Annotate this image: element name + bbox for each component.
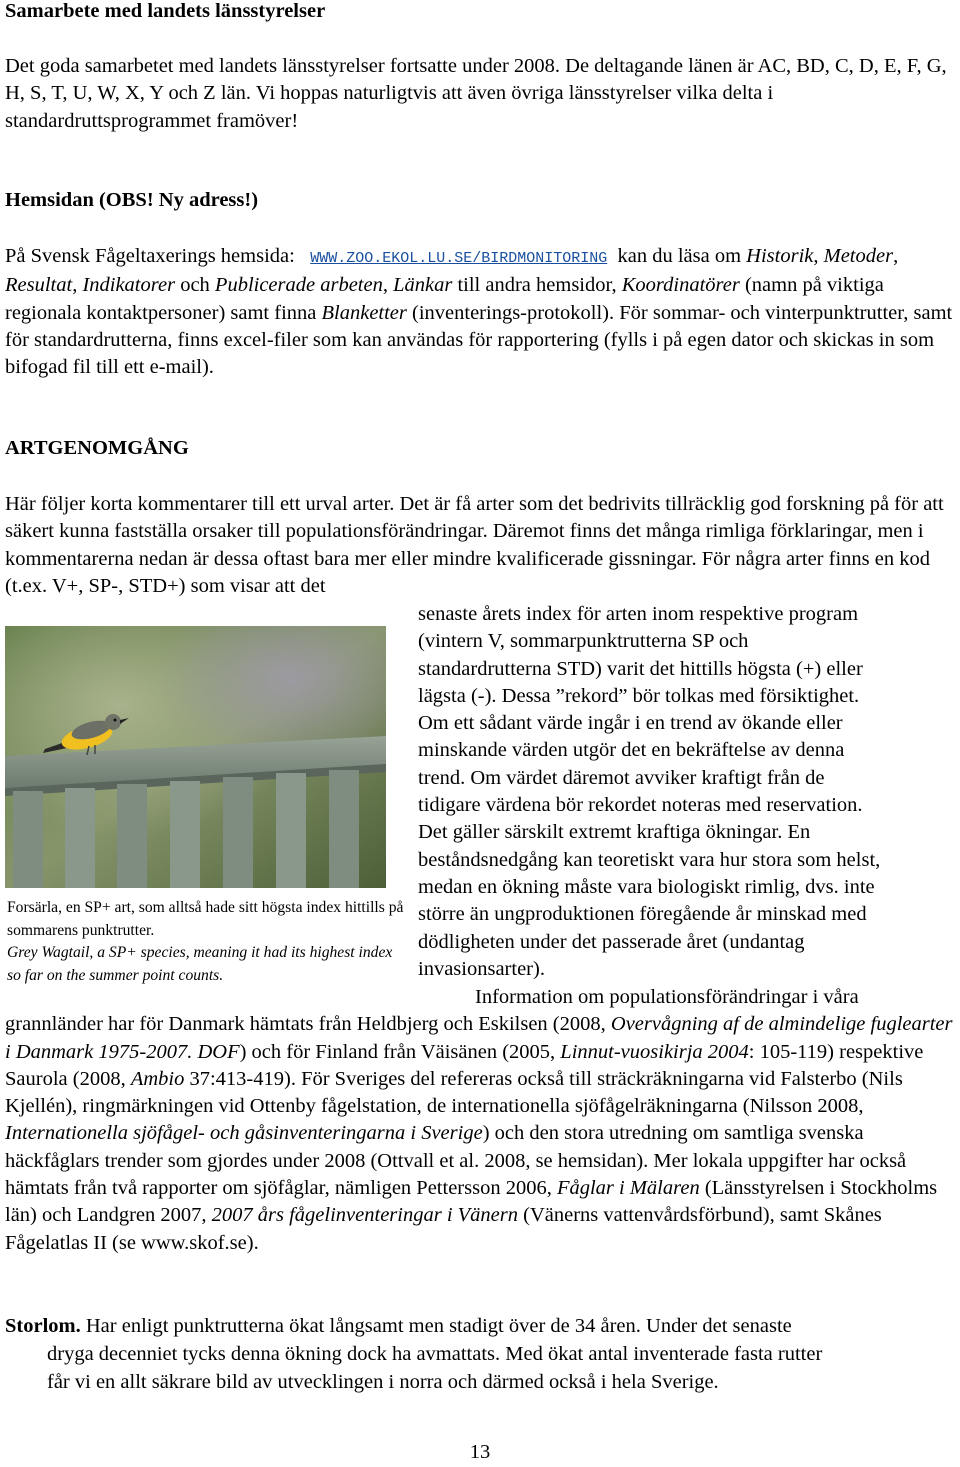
wrap-line: större än ungproduktionen föregående år minskad med (418, 903, 867, 926)
text: (inventerings-protokoll). För sommar- och vinterpunktrutter, samt för standardrutterna, finns excel-filer som kan användas för rapportering (fylls i på egen dator och skickas in som bifogad fil till ett e-mail). (5, 301, 953, 379)
photo-caption (7, 897, 407, 987)
species-entry-storlom (5, 1312, 955, 1396)
wrap-line: tidigare värdena bör rekordet noteras med reservation. (418, 794, 863, 817)
italic-reference: Fåglar i Mälaren (556, 1177, 700, 1200)
wrapped-text-column (418, 601, 958, 983)
caption-english: Grey Wagtail, a SP+ species, meaning it had its highest index so far on the summer point counts. (7, 944, 393, 984)
wrap-line: (vintern V, sommarpunktrutterna SP och (418, 630, 749, 653)
paragraph-artgenomgang-intro: Här följer korta kommentarer till ett urval arter. Det är få arter som det bedrivits tillräcklig god forskning på för att säkert kunna fastställa orsaker till populationsförändringar. Däremot finns det många rimliga förklaringar, men i kommentarerna nedan är dessa oftast bara mer eller mindre kvalificerade gissningar. För några arter finns en kod (t.ex. V+, SP-, STD+) som visar att det (5, 493, 944, 597)
wrap-line: minskande värden utgör det en bekräftelse av denna (418, 739, 845, 762)
italic-term: Blanketter (321, 301, 407, 324)
italic-reference: Internationella sjöfågel- och gåsinventeringarna i Sverige (5, 1122, 483, 1145)
wrap-line: standardrutterna STD) varit det hittills högsta (+) eller (418, 657, 863, 680)
text: (Vänerns vattenvårdsförbund), samt Skånes Fågelatlas II (se www.skof.se). (5, 1204, 882, 1254)
italic-term: Publicerade arbeten (214, 274, 383, 297)
italic-term: Koordinatörer (621, 274, 740, 297)
species-name: Storlom. (5, 1315, 81, 1337)
italic-term: Resultat (5, 274, 73, 297)
italic-reference: Ambio (130, 1067, 185, 1090)
text: kan du läsa om (617, 245, 742, 267)
text: (namn på viktiga regionala kontaktpersoner) samt finna (5, 274, 884, 324)
section-heading-hemsidan: Hemsidan (OBS! Ny adress!) (5, 189, 259, 211)
wrap-line: trend. Om värdet däremot avviker kraftigt från de (418, 766, 825, 789)
italic-reference: 2007 års fågelinventeringar i Vänern (211, 1204, 518, 1227)
text: Har enligt punktrutterna ökat långsamt men stadigt över de 34 åren. Under det senaste (85, 1315, 792, 1337)
page-number: 13 (469, 1441, 491, 1463)
section-heading-lansstyrelser: Samarbete med landets länsstyrelser (5, 0, 326, 22)
wrap-line: dödligheten under det passerade året (undantag (418, 930, 805, 953)
paragraph-hemsidan: På Svensk Fågeltaxerings hemsida: WWW.ZOO.EKOL.LU.SE/BIRDMONITORING kan du läsa om Historik, Metoder, Resultat, Indikatorer och Publicerade arbeten, Länkar till andra hemsidor, Koordinatörer (namn på viktiga regionala kontaktpersoner) samt finna Blanketter (inventerings-protokoll). För sommar- och vinterpunktrutter, samt för standardrutterna, finns excel-filer som kan användas för rapportering (fylls i på egen dator och skickas in som bifogad fil till ett e-mail). (5, 245, 953, 379)
wrap-line: invasionsarter). (418, 957, 545, 980)
text: Information om populationsförändringar i våra grannländer har för Danmark hämtats från Heldbjerg och Eskilsen (2008, (5, 986, 859, 1036)
italic-reference: Linnut-vuosikirja 2004 (560, 1040, 749, 1063)
italic-term: Indikatorer (82, 274, 176, 297)
italic-reference: Overvågning af de almindelige fuglearter i Danmark 1975-2007. DOF (5, 1013, 953, 1063)
text: : 105-119) respektive Saurola (2008, (5, 1040, 924, 1090)
grey-wagtail-photo (5, 626, 386, 888)
text: till andra hemsidor, (457, 274, 617, 297)
wrap-line: lägsta (-). Dessa ”rekord” bör tolkas med försiktighet. (418, 684, 860, 707)
wrap-line: medan en ökning måste vara biologiskt rimlig, dvs. inte (418, 875, 875, 898)
website-link[interactable]: WWW.ZOO.EKOL.LU.SE/BIRDMONITORING (310, 250, 608, 267)
wrap-line: Om ett sådant värde ingår i en trend av ökande eller (418, 712, 843, 735)
text: ) och den stora utredning om samtliga svenska häckfåglars trender som gjordes under 2008 (Ottvall et al. 2008, se hemsidan). Mer lokala uppgifter har också hämtats från två rapporter om sjöfåglar, nämligen Pettersson 2006, (5, 1122, 907, 1200)
text: På Svensk Fågeltaxerings hemsida: (5, 245, 295, 267)
italic-term: Länkar (393, 274, 453, 297)
text: får vi en allt säkrare bild av utvecklingen i norra och därmed också i hela Sverige. (47, 1371, 719, 1393)
italic-term: Metoder (823, 245, 894, 267)
paragraph-information-grannlander (5, 984, 955, 1257)
wrap-line: beståndsnedgång kan teoretiskt vara hur stora som helst, (418, 848, 881, 871)
wrap-line: Det gäller särskilt extremt kraftiga ökningar. En (418, 821, 811, 844)
text: 37:413-419). För Sveriges del refereras också till sträckräkningarna vid Falsterbo (Nils Kjellén), ringmärkningen vid Ottenby fågelstation, de internationella sjöfågelräkningarna (Nilsson 2008, (5, 1067, 903, 1118)
text: och (180, 274, 210, 297)
text: dryga decenniet tycks denna ökning dock ha avmattats. Med ökat antal inventerade fasta rutter (47, 1343, 823, 1365)
paragraph-lansstyrelser: Det goda samarbetet med landets länsstyrelser fortsatte under 2008. De deltagande länen är AC, BD, C, D, E, F, G, H, S, T, U, W, X, Y och Z län. Vi hoppas naturligtvis att även övriga länsstyrelser vilka delta i standardruttsprogrammet framöver! (5, 55, 947, 132)
text: (Länsstyrelsen i Stockholms län) och Landgren 2007, (5, 1177, 938, 1227)
italic-term: Historik (746, 245, 814, 267)
caption-swedish: Forsärla, en SP+ art, som alltså hade sitt högsta index hittills på sommarens punktrutter. (7, 899, 404, 939)
section-heading-artgenomgang: ARTGENOMGÅNG (5, 437, 189, 459)
text: ) och för Finland från Väisänen (2005, (239, 1040, 556, 1063)
wrap-line: senaste årets index för arten inom respektive program (418, 603, 859, 625)
